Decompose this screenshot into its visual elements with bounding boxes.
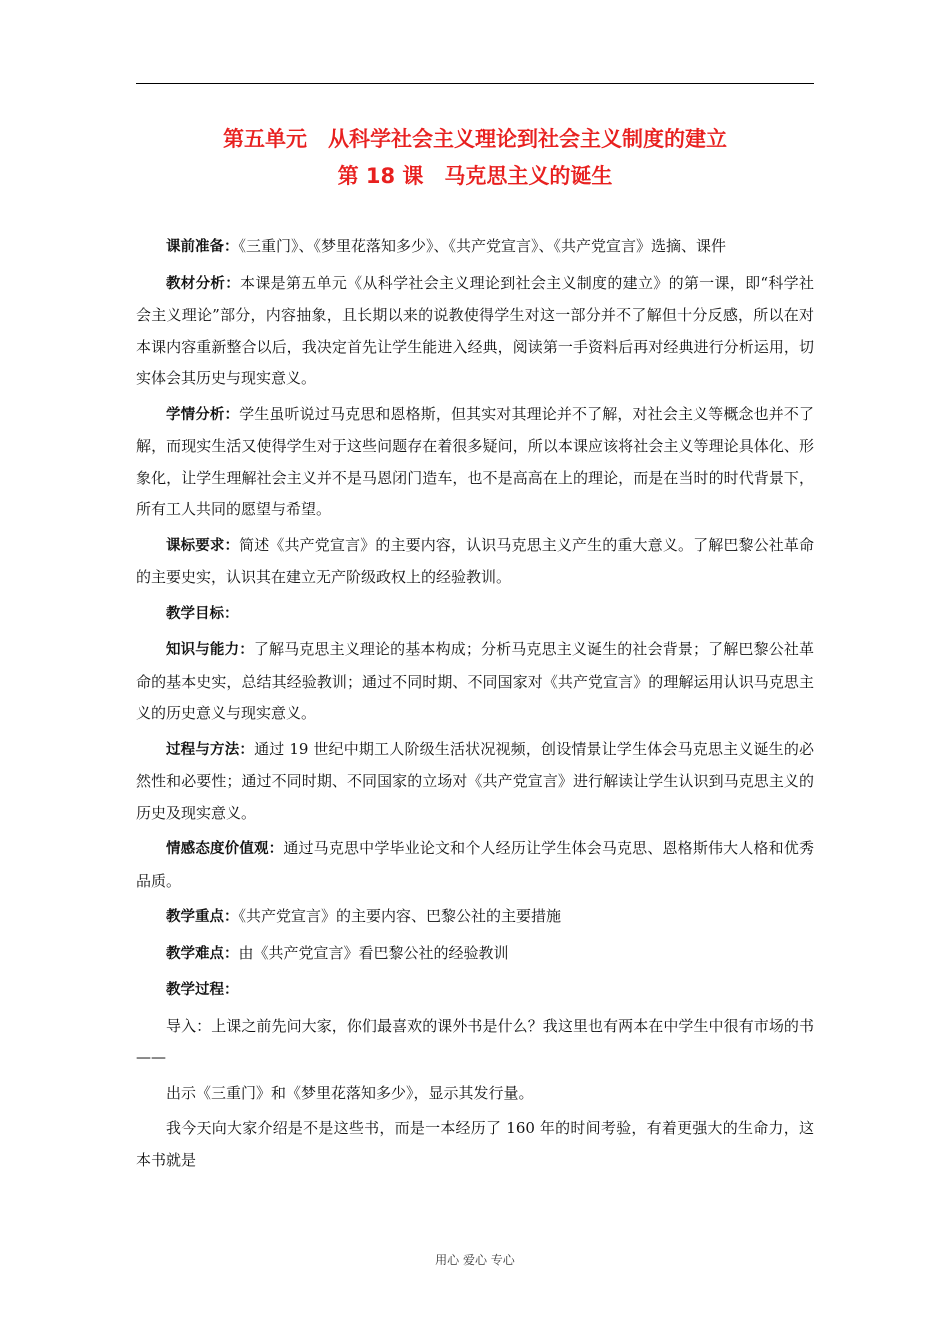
focus-text: 《共产党宣言》的主要内容、巴黎公社的主要措施	[238, 907, 562, 925]
unit-title: 第五单元 从科学社会主义理论到社会主义制度的建立	[223, 127, 727, 151]
knowledge-paragraph	[136, 634, 814, 730]
prep-label: 课前准备：	[166, 239, 239, 255]
students-text: 学生虽听说过马克思和恩格斯，但其实对其理论并不了解，对社会主义等概念也并不了解，而现实生活又使得学生对于这些问题存在着很多疑问，所以本课应该将社会主义等理论具体化、形象化，让学生理解社会主义并不是马恩闭门造车，也不是高高在上的理论，而是在当时的时代背景下，所有工人共同的愿望与希望。	[136, 404, 814, 518]
material-paragraph	[136, 268, 814, 395]
procedure-paragraph	[136, 974, 814, 1007]
today-paragraph	[136, 1113, 814, 1176]
today-text: 我今天向大家介绍是不是这些书，而是一本经历了 160 年的时间考验，有着更强大的生命力，这本书就是	[136, 1119, 814, 1169]
values-text: 通过马克思中学毕业论文和个人经历让学生体会马克思、恩格斯伟大人格和优秀品质。	[136, 839, 815, 890]
material-text: 本课是第五单元《从科学社会主义理论到社会主义制度的建立》的第一课，即“科学社会主义理论”部分，内容抽象，且长期以来的说教使得学生对这一部分并不了解但十分反感，所以在对本课内容重新整合以后，我决定首先让学生能进入经典，阅读第一手资料后再对经典进行分析运用，切实体会其历史与现实意义。	[136, 273, 814, 387]
procedure-label: 教学过程：	[166, 982, 239, 998]
difficulty-paragraph	[136, 938, 814, 971]
show-text: 出示《三重门》和《梦里花落知多少》，显示其发行量。	[166, 1083, 534, 1102]
values-paragraph	[136, 833, 814, 897]
knowledge-text: 了解马克思主义理论的基本构成；分析马克思主义诞生的社会背景；了解巴黎公社革命的基本史实，总结其经验教训；通过不同时期、不同国家对《共产党宣言》的理解运用认识马克思主义的历史意义与现实意义。	[136, 640, 814, 722]
values-label: 情感态度价值观：	[166, 841, 284, 857]
process-method-label: 过程与方法：	[166, 741, 255, 758]
material-label: 教材分析：	[166, 275, 241, 292]
process-method-paragraph	[136, 734, 814, 830]
document-body	[136, 231, 814, 1176]
students-label: 学情分析：	[166, 406, 240, 423]
show-paragraph	[136, 1078, 814, 1110]
students-paragraph	[136, 399, 814, 526]
prep-paragraph	[136, 231, 814, 264]
intro-paragraph	[136, 1011, 814, 1074]
focus-label: 教学重点：	[166, 909, 239, 925]
standard-label: 课标要求：	[166, 537, 240, 554]
goals-label: 教学目标：	[166, 605, 239, 622]
standard-paragraph	[136, 530, 814, 594]
header-rule	[136, 83, 814, 84]
focus-paragraph	[136, 901, 814, 934]
difficulty-text: 由《共产党宣言》看巴黎公社的经验教训	[238, 943, 509, 962]
knowledge-label: 知识与能力：	[166, 642, 254, 658]
difficulty-label: 教学难点：	[166, 945, 239, 962]
goals-paragraph	[136, 598, 814, 631]
intro-text: 导入：上课之前先问大家，你们最喜欢的课外书是什么？我这里也有两本在中学生中很有市场的书——	[136, 1016, 814, 1066]
standard-text: 简述《共产党宣言》的主要内容，认识马克思主义产生的重大意义。了解巴黎公社革命的主要史实，认识其在建立无产阶级政权上的经验教训。	[136, 535, 814, 586]
prep-text: 《三重门》、《梦里花落知多少》、《共产党宣言》、《共产党宣言》选摘、课件	[238, 237, 727, 255]
process-method-text: 通过 19 世纪中期工人阶级生活状况视频，创设情景让学生体会马克思主义诞生的必然性和必要性；通过不同时期、不同国家的立场对《共产党宣言》进行解读让学生认识到马克思主义的历史及现实意义。	[136, 739, 814, 822]
lesson-title: 第 18 课 马克思主义的诞生	[337, 164, 613, 188]
page-footer: 用心 爱心 专心	[435, 1253, 515, 1267]
